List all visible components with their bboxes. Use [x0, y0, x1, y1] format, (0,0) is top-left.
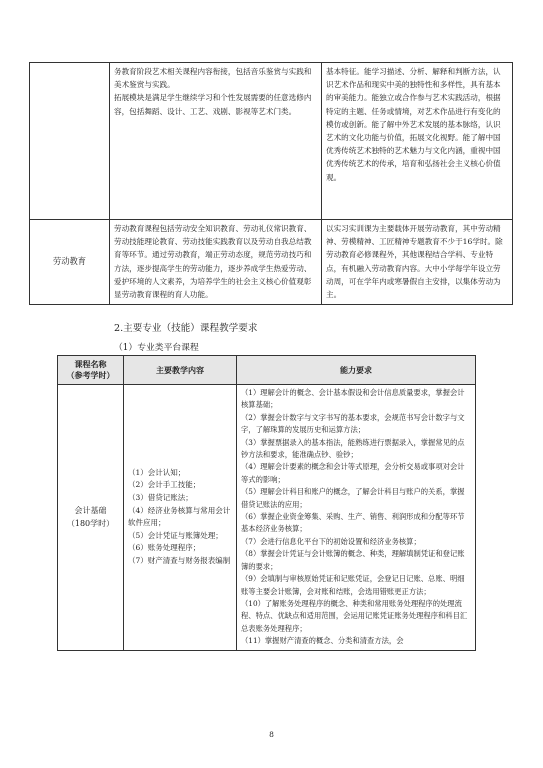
course-name: 会计基础 — [74, 506, 107, 516]
course-requirement-cell: 以实习实训课为主要载体开展劳动教育，其中劳动精神、劳模精神、工匠精神专题教育不少于16学时。除劳动教育必修课程外，其他课程结合学科、专业特点，有机融入劳动教育内容。大中小学每学年设立劳动周，可在学年内或寒暑假自主安排，以集体劳动为主。 — [322, 220, 513, 305]
requirement-item: （3）掌握票据录入的基本指法，能熟练进行票据录入，掌握常见的点钞方法和要求，能准确点钞、验钞； — [241, 437, 465, 460]
course-name-cell: 劳动教育 — [30, 220, 110, 305]
course-content-cell — [124, 385, 237, 651]
course-requirement-cell — [237, 385, 476, 651]
requirement-item: （5）理解会计科目和账户的概念，了解会计科目与账户的关系，掌握借贷记账法的应用； — [241, 487, 465, 509]
course-hours: （180学时） — [66, 519, 115, 529]
content-item: （3）借贷记账法； — [128, 493, 193, 503]
course-content-cell — [110, 63, 322, 220]
header-main-content: 主要教学内容 — [124, 356, 237, 385]
requirement-item: （4）理解会计要素的概念和会计等式原理，会分析交易或事项对会计等式的影响； — [241, 462, 465, 484]
page-number: 8 — [269, 730, 274, 739]
course-name-cell — [58, 385, 124, 651]
table-row — [58, 385, 476, 651]
requirement-item: （7）会进行信息化平台下的初始设置和经济业务核算； — [241, 536, 421, 546]
requirement-item: （1）理解会计的概念、会计基本假设和会计信息质量要求，掌握会计核算基础； — [241, 388, 465, 410]
section-heading: 2.主要专业（技能）课程教学要求 — [114, 323, 258, 334]
content-item: （1）会计认知； — [128, 467, 186, 477]
requirement-item: （11）掌握财产清查的概念、分类和清查方法，会 — [241, 636, 404, 646]
content-item: （5）会计凭证与账簿处理； — [128, 530, 223, 540]
content-item: （6）账务处理程序； — [128, 543, 201, 553]
table-header-row — [58, 356, 476, 385]
header-course-name — [58, 356, 124, 385]
course-name-cell — [30, 63, 110, 220]
requirement-item: （10）了解账务处理程序的概念、种类和常用账务处理程序的处理流程、特点、优缺点和适用范围，会运用记账凭证账务处理程序和科目汇总表账务处理程序； — [241, 598, 468, 633]
requirement-item: （8）掌握会计凭证与会计账簿的概念、种类，理解填制凭证和登记账簿的要求； — [241, 549, 465, 571]
table-row — [30, 63, 513, 220]
upper-course-table — [29, 62, 513, 305]
content-paragraph: 劳动教育课程包括劳动安全知识教育、劳动礼仪常识教育、劳动技能理论教育、劳动技能实践教育以及劳动自我总结教育等环节。通过劳动教育，端正劳动态度，规范劳动技巧和方法，逐步提高学生的劳动能力，逐步养成学生热爱劳动、爱护环境的人文素养，为培养学生的社会主义核心价值观彰显劳动教育课程的育人功能。 — [114, 224, 312, 300]
header-hours-line: （参考学时） — [66, 371, 115, 380]
content-item: （7）财产清查与财务报表编制 — [128, 556, 231, 566]
content-item: （4）经济业务核算与常用会计软件应用； — [128, 505, 231, 528]
table-row — [30, 220, 513, 305]
header-ability-requirement: 能力要求 — [237, 356, 476, 385]
professional-course-table — [57, 355, 476, 651]
content-paragraph: 务教育阶段艺术相关课程内容衔接，包括音乐鉴赏与实践和美术鉴赏与实践。 — [114, 67, 312, 90]
subsection-heading: （1）专业类平台课程 — [114, 343, 199, 353]
course-requirement-cell: 基本特征。能学习描述、分析、解释和判断方法，认识艺术作品和现实中美的独特性和多样性，具有基本的审美能力。能独立或合作参与艺术实践活动，根据特定的主题、任务或情境，对艺术作品进行有变化的模仿或创新。能了解中外艺术发展的基本脉络，认识艺术的文化功能与价值，拓展文化视野。能了解中国优秀传统艺术独特的艺术魅力与文化内涵，重视中国优秀传统艺术的传承，培育和弘扬社会主义核心价值观。 — [322, 63, 513, 220]
content-item: （2）会计手工技能； — [128, 480, 201, 490]
requirement-item: （9）会填制与审核原始凭证和记账凭证，会登记日记账、总账、明细账等主要会计账簿，会对账和结账，会选用错账更正方法； — [241, 574, 465, 596]
requirement-item: （2）掌握会计数字与文字书写的基本要求，会规范书写会计数字与文字，了解珠算的发展历史和运算方法； — [241, 412, 465, 435]
course-content-cell — [110, 220, 322, 305]
header-name-line: 课程名称 — [74, 360, 107, 369]
requirement-item: （6）掌握企业资金筹集、采购、生产、销售、利润形成和分配等环节基本经济业务核算； — [241, 512, 465, 534]
content-paragraph: 拓展模块是满足学生继续学习和个性发展需要的任意选修内容，包括舞蹈、设计、工艺、戏剧、影视等艺术门类。 — [114, 93, 312, 116]
